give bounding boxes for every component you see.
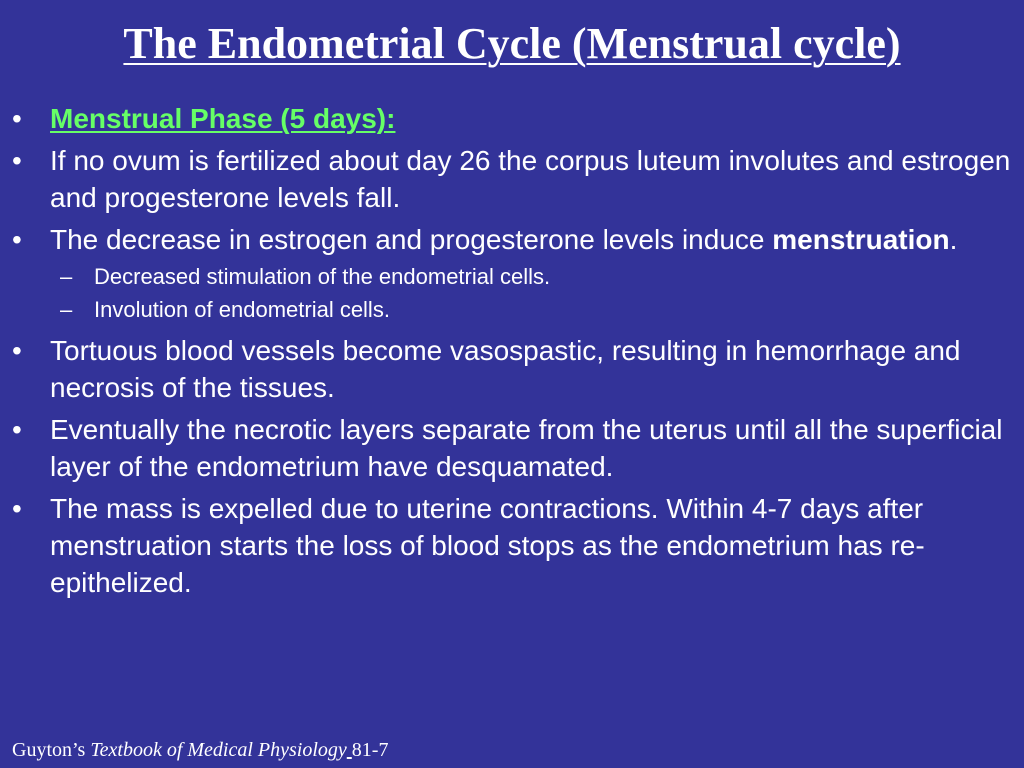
footer-prefix: Guyton’s xyxy=(12,739,91,761)
bullet-text: The mass is expelled due to uterine contractions. Within 4-7 days after menstruation starts the loss of blood stops as the endometrium has re-epithelized. xyxy=(50,493,925,598)
bullet-item xyxy=(12,142,1016,216)
footer-book-title: Textbook of Medical Physiology xyxy=(90,739,347,761)
sub-bullet-text: Involution of endometrial cells. xyxy=(94,297,390,322)
bullet-item xyxy=(12,490,1016,601)
footer-page: 81-7 xyxy=(351,739,389,761)
bullet-text: If no ovum is fertilized about day 26 the corpus luteum involutes and estrogen and progesterone levels fall. xyxy=(50,145,1011,213)
slide-body xyxy=(12,100,1016,606)
bullet-item xyxy=(12,411,1016,485)
sub-bullet-text: Decreased stimulation of the endometrial cells. xyxy=(94,264,551,289)
citation-footer xyxy=(12,738,388,762)
bullet-text-end: . xyxy=(949,224,958,255)
bullet-item xyxy=(12,221,1016,258)
bullet-icon: • xyxy=(12,145,22,176)
bold-term: menstruation xyxy=(772,224,950,255)
bullet-icon: • xyxy=(12,493,22,524)
bullet-icon: • xyxy=(12,103,22,134)
bullet-icon: • xyxy=(12,224,22,255)
bullet-item xyxy=(12,100,1016,137)
bullet-text: The decrease in estrogen and progesterone levels induce xyxy=(50,224,773,255)
bullet-item xyxy=(12,332,1016,406)
dash-icon: – xyxy=(60,264,73,289)
bullet-icon: • xyxy=(12,414,22,445)
phase-heading: Menstrual Phase (5 days): xyxy=(50,103,396,134)
slide-title: The Endometrial Cycle (Menstrual cycle) xyxy=(123,19,901,68)
sub-bullet-item xyxy=(12,295,1016,324)
bullet-text: Eventually the necrotic layers separate from the uterus until all the superficial layer of the endometrium have desquamated. xyxy=(50,414,1003,482)
bullet-icon: • xyxy=(12,335,22,366)
dash-icon: – xyxy=(60,297,73,322)
sub-bullet-item xyxy=(12,262,1016,291)
bullet-text: Tortuous blood vessels become vasospastic, resulting in hemorrhage and necrosis of the tissues. xyxy=(50,335,961,403)
